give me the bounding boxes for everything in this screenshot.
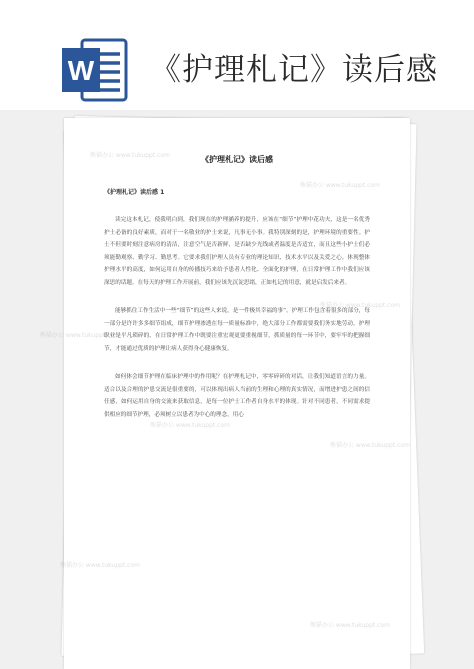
word-icon (62, 38, 128, 102)
watermark: 熊猫办公 www.tukuppt.com (300, 182, 380, 189)
document-paragraph: 如何体会细节护理在临床护理中的作用呢？在护理札记中，零零碎碎的对话，让我们知道语言的力量。适合以及合理的护患交流是很重要的，可以体现出病人当前的生理和心理的真实情况，而增进护患之间的信任感，如何运用自身的交流来获取信息，是每一位护士工作者自身水平的体现。针对不同患者，不同需求提供相应的细节护理，必须树立以患者为中心的理念，用心 (104, 374, 370, 418)
document-title: 《护理札记》读后感 (201, 155, 273, 164)
watermark: 熊猫办公 www.tukuppt.com (330, 442, 410, 449)
header-banner (0, 0, 474, 112)
banner-title: 《护理札记》读后感 (150, 52, 438, 88)
watermark: 熊猫办公 www.tukuppt.com (60, 562, 140, 569)
watermark: 熊猫办公 www.tukuppt.com (40, 332, 120, 339)
watermark: 熊猫办公 www.tukuppt.com (310, 622, 390, 629)
word-icon-letter: W (67, 55, 95, 86)
watermark: 熊猫办公 www.tukuppt.com (150, 422, 230, 429)
document-page (64, 118, 410, 669)
watermark: 熊猫办公 www.tukuppt.com (320, 302, 400, 309)
watermark: 熊猫办公 www.tukuppt.com (90, 152, 170, 159)
document-paragraph: 读完这本札记，使我明白到，我们现在的护理涵养的提升，应该在“细节”护理中花功夫，这是一名优秀护士必备的良好素质，而对于一名敬业的护士来说，凡事无小事。我特别深刻的是，护理环境的重要性。护士不但要时刻注意病房的清洁，注意空气是否新鲜，是否缺少光线或者温度是否适宜，而且这些小护士们必须能勤观察、勤学习、勤思考。它要求我们护理人员有专业的理论知识、技术水平以及关爱之心。体现整体护理水平的高度，如何运用自身的传播技巧来给予患者人性化、全面化的护理，在日常护理工作中我们应该深思的话题。在每天的护理工作开展前，我们应该先沉淀思绪，正如札记的用意，就是启发后来者。 (104, 217, 370, 286)
document-paragraph: 能够抓住工作生活中一些“细节”的这些人来说，是一件极其幸福的事”。护理工作包含着很多的部分，每一部分是许许多多细节组成，细节护理渗透在每一质量标准中，绝大部分工作都需要我们务实地劳动。护理职业是平凡琐碎的，在日常护理工作中既要注重宏观更要重视细节，抓质量的每一环节中，要牢牢的把握细节，才能通过优质的护理让病人获得身心健康恢复。 (104, 308, 370, 352)
document-subtitle: 《护理札记》读后感 1 (104, 189, 165, 196)
